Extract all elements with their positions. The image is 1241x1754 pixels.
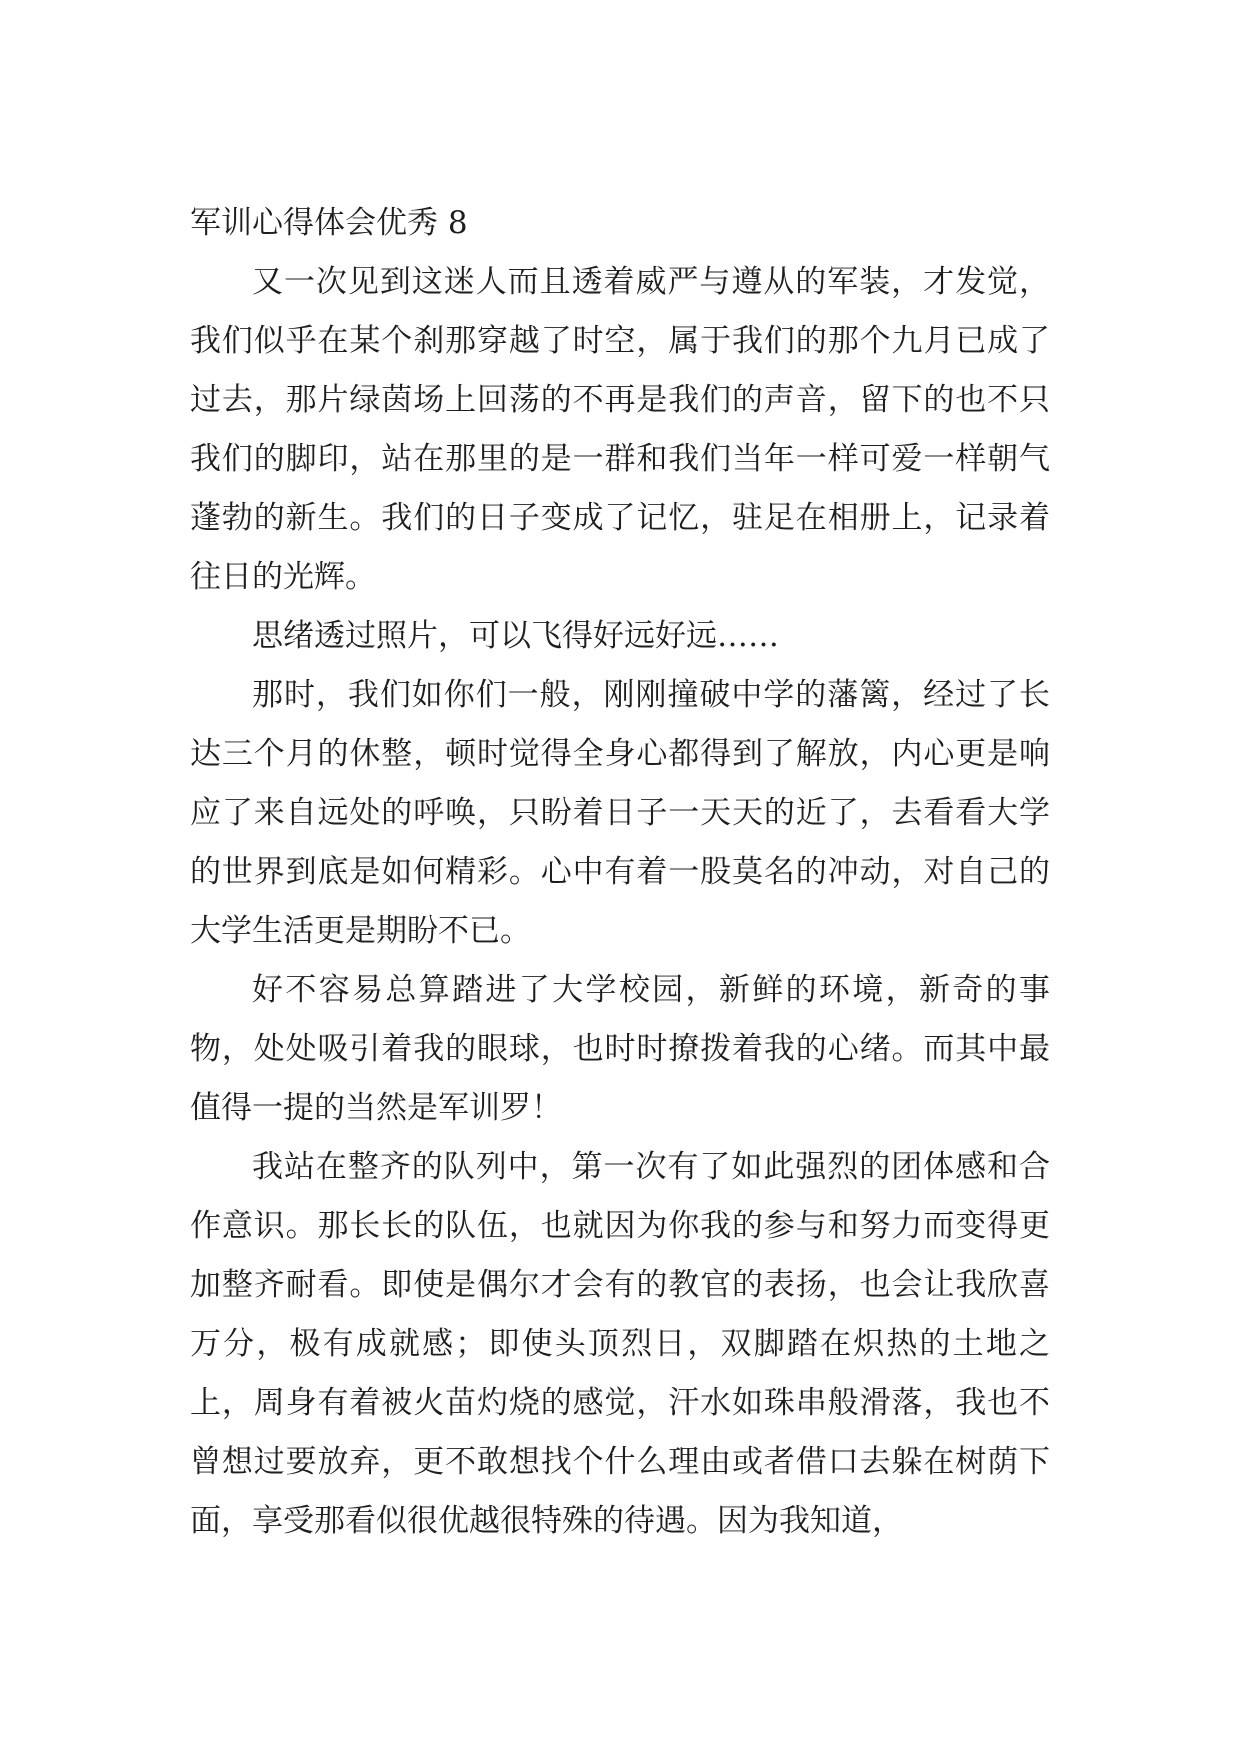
paragraph-1: 又一次见到这迷人而且透着威严与遵从的军装，才发觉，我们似乎在某个刹那穿越了时空，属于我们的那个九月已成了过去，那片绿茵场上回荡的不再是我们的声音，留下的也不只我们的脚印，站在那里的是一群和我们当年一样可爱一样朝气蓬勃的新生。我们的日子变成了记忆，驻足在相册上，记录着往日的光辉。 <box>190 264 1050 595</box>
document-body <box>190 194 1050 1551</box>
paragraph-5: 我站在整齐的队列中，第一次有了如此强烈的团体感和合作意识。那长长的队伍，也就因为你我的参与和努力而变得更加整齐耐看。即使是偶尔才会有的教官的表扬，也会让我欣喜万分，极有成就感；即使头顶烈日，双脚踏在炽热的土地之上，周身有着被火苗灼烧的感觉，汗水如珠串般滑落，我也不曾想过要放弃，更不敢想找个什么理由或者借口去躲在树荫下面，享受那看似很优越很特殊的待遇。因为我知道， <box>190 1149 1050 1539</box>
paragraph-4: 好不容易总算踏进了大学校园，新鲜的环境，新奇的事物，处处吸引着我的眼球，也时时撩拨着我的心绪。而其中最值得一提的当然是军训罗！ <box>190 972 1050 1126</box>
document-title: 军训心得体会优秀 8 <box>190 205 468 241</box>
paragraph-3: 那时，我们如你们一般，刚刚撞破中学的藩篱，经过了长达三个月的休整，顿时觉得全身心都得到了解放，内心更是响应了来自远处的呼唤，只盼着日子一天天的近了，去看看大学的世界到底是如何精彩。心中有着一股莫名的冲动，对自己的大学生活更是期盼不已。 <box>190 677 1050 949</box>
paragraph-2: 思绪透过照片，可以飞得好远好远…… <box>252 618 779 654</box>
